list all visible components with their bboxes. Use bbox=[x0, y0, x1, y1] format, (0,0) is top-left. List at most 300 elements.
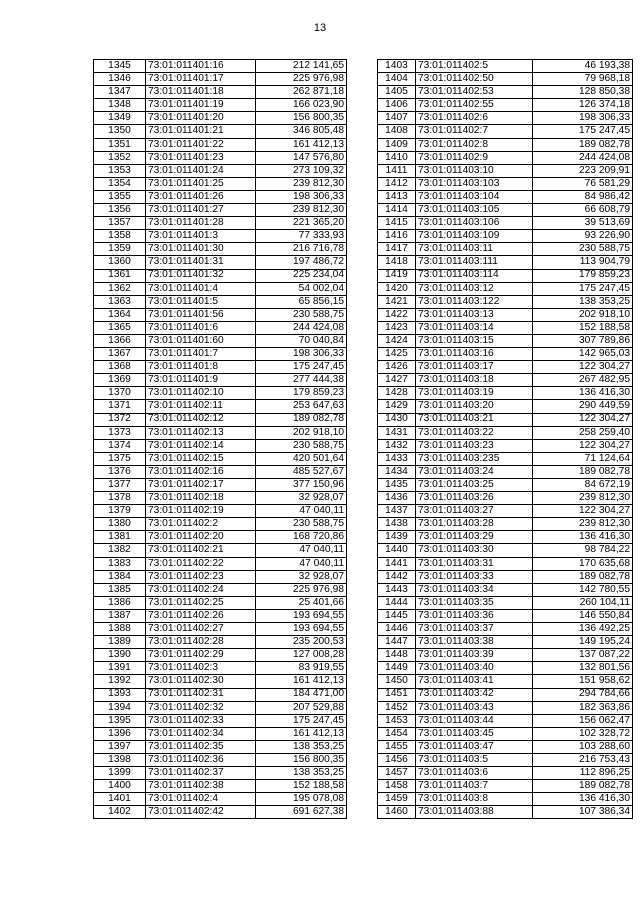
row-number: 1377 bbox=[94, 479, 146, 492]
cadastral-number: 73:01:011403:38 bbox=[416, 636, 533, 649]
row-number: 1379 bbox=[94, 505, 146, 518]
row-number: 1406 bbox=[378, 99, 416, 112]
cadastral-number: 73:01:011403:20 bbox=[416, 400, 533, 413]
cadastral-number: 73:01:011402:24 bbox=[146, 583, 256, 596]
row-number: 1346 bbox=[94, 73, 146, 86]
cadastral-value: 54 002,04 bbox=[256, 282, 347, 295]
cadastral-number: 73:01:011401:7 bbox=[146, 348, 256, 361]
row-number: 1368 bbox=[94, 361, 146, 374]
row-number: 1416 bbox=[378, 230, 416, 243]
cadastral-value: 103 288,60 bbox=[533, 740, 633, 753]
cadastral-number: 73:01:011401:18 bbox=[146, 86, 256, 99]
row-number: 1367 bbox=[94, 348, 146, 361]
cadastral-number: 73:01:011401:16 bbox=[146, 60, 256, 73]
table-row bbox=[378, 177, 633, 190]
table-row bbox=[378, 387, 633, 400]
cadastral-value: 161 412,13 bbox=[256, 727, 347, 740]
cadastral-number: 73:01:011402:13 bbox=[146, 426, 256, 439]
table-row bbox=[94, 439, 347, 452]
cadastral-value: 77 333,93 bbox=[256, 230, 347, 243]
cadastral-number: 73:01:011403:105 bbox=[416, 204, 533, 217]
cadastral-value: 179 859,23 bbox=[533, 269, 633, 282]
cadastral-number: 73:01:011402:12 bbox=[146, 413, 256, 426]
cadastral-value: 294 784,66 bbox=[533, 688, 633, 701]
cadastral-number: 73:01:011402:17 bbox=[146, 479, 256, 492]
cadastral-value: 290 449,59 bbox=[533, 400, 633, 413]
row-number: 1409 bbox=[378, 138, 416, 151]
table-row bbox=[378, 426, 633, 439]
cadastral-number: 73:01:011401:3 bbox=[146, 230, 256, 243]
table-row bbox=[378, 767, 633, 780]
row-number: 1412 bbox=[378, 177, 416, 190]
cadastral-value: 230 588,75 bbox=[256, 308, 347, 321]
table-row bbox=[94, 609, 347, 622]
table-row bbox=[94, 99, 347, 112]
table-row bbox=[94, 531, 347, 544]
cadastral-number: 73:01:011403:114 bbox=[416, 269, 533, 282]
cadastral-value: 193 694,55 bbox=[256, 609, 347, 622]
table-row bbox=[94, 112, 347, 125]
table-row bbox=[378, 636, 633, 649]
cadastral-number: 73:01:011403:5 bbox=[416, 753, 533, 766]
cadastral-value: 149 195,24 bbox=[533, 636, 633, 649]
table-row bbox=[378, 112, 633, 125]
cadastral-number: 73:01:011403:12 bbox=[416, 282, 533, 295]
table-row bbox=[378, 714, 633, 727]
cadastral-number: 73:01:011401:23 bbox=[146, 151, 256, 164]
row-number: 1432 bbox=[378, 439, 416, 452]
cadastral-value: 225 234,04 bbox=[256, 269, 347, 282]
cadastral-number: 73:01:011403:25 bbox=[416, 479, 533, 492]
cadastral-value: 84 986,42 bbox=[533, 190, 633, 203]
cadastral-value: 239 812,30 bbox=[256, 204, 347, 217]
table-row bbox=[378, 623, 633, 636]
cadastral-value: 244 424,08 bbox=[256, 321, 347, 334]
cadastral-value: 230 588,75 bbox=[256, 518, 347, 531]
table-row bbox=[378, 295, 633, 308]
cadastral-number: 73:01:011402:19 bbox=[146, 505, 256, 518]
row-number: 1355 bbox=[94, 190, 146, 203]
cadastral-value: 156 062,47 bbox=[533, 714, 633, 727]
cadastral-value: 189 082,78 bbox=[533, 570, 633, 583]
row-number: 1438 bbox=[378, 518, 416, 531]
cadastral-value: 161 412,13 bbox=[256, 138, 347, 151]
cadastral-value: 126 374,18 bbox=[533, 99, 633, 112]
cadastral-value: 184 471,00 bbox=[256, 688, 347, 701]
row-number: 1436 bbox=[378, 492, 416, 505]
table-row bbox=[378, 479, 633, 492]
row-number: 1370 bbox=[94, 387, 146, 400]
row-number: 1362 bbox=[94, 282, 146, 295]
table-row bbox=[94, 740, 347, 753]
row-number: 1381 bbox=[94, 531, 146, 544]
cadastral-value: 207 529,88 bbox=[256, 701, 347, 714]
register-table-left bbox=[93, 59, 347, 819]
cadastral-number: 73:01:011402:26 bbox=[146, 609, 256, 622]
cadastral-number: 73:01:011403:26 bbox=[416, 492, 533, 505]
table-row bbox=[378, 439, 633, 452]
cadastral-value: 136 416,30 bbox=[533, 531, 633, 544]
table-row bbox=[378, 99, 633, 112]
row-number: 1439 bbox=[378, 531, 416, 544]
cadastral-value: 168 720,86 bbox=[256, 531, 347, 544]
cadastral-value: 221 365,20 bbox=[256, 217, 347, 230]
cadastral-number: 73:01:011401:25 bbox=[146, 177, 256, 190]
cadastral-number: 73:01:011403:36 bbox=[416, 609, 533, 622]
row-number: 1443 bbox=[378, 583, 416, 596]
cadastral-value: 138 353,25 bbox=[256, 767, 347, 780]
cadastral-value: 113 904,79 bbox=[533, 256, 633, 269]
table-row bbox=[378, 282, 633, 295]
cadastral-value: 83 919,55 bbox=[256, 662, 347, 675]
row-number: 1403 bbox=[378, 60, 416, 73]
cadastral-number: 73:01:011401:4 bbox=[146, 282, 256, 295]
cadastral-value: 32 928,07 bbox=[256, 570, 347, 583]
cadastral-number: 73:01:011402:14 bbox=[146, 439, 256, 452]
cadastral-value: 156 800,35 bbox=[256, 112, 347, 125]
cadastral-number: 73:01:011403:24 bbox=[416, 465, 533, 478]
table-row bbox=[378, 308, 633, 321]
table-row bbox=[378, 740, 633, 753]
cadastral-number: 73:01:011402:21 bbox=[146, 544, 256, 557]
cadastral-value: 189 082,78 bbox=[533, 780, 633, 793]
cadastral-value: 175 247,45 bbox=[256, 714, 347, 727]
cadastral-number: 73:01:011401:5 bbox=[146, 295, 256, 308]
row-number: 1435 bbox=[378, 479, 416, 492]
row-number: 1414 bbox=[378, 204, 416, 217]
table-row bbox=[378, 413, 633, 426]
row-number: 1450 bbox=[378, 675, 416, 688]
table-row bbox=[94, 269, 347, 282]
row-number: 1369 bbox=[94, 374, 146, 387]
table-row bbox=[378, 793, 633, 806]
cadastral-value: 307 789,86 bbox=[533, 334, 633, 347]
row-number: 1413 bbox=[378, 190, 416, 203]
cadastral-value: 136 492,25 bbox=[533, 623, 633, 636]
cadastral-value: 225 976,98 bbox=[256, 73, 347, 86]
cadastral-value: 197 486,72 bbox=[256, 256, 347, 269]
row-number: 1456 bbox=[378, 753, 416, 766]
row-number: 1388 bbox=[94, 623, 146, 636]
table-row bbox=[378, 780, 633, 793]
table-row bbox=[94, 557, 347, 570]
row-number: 1348 bbox=[94, 99, 146, 112]
cadastral-value: 258 259,40 bbox=[533, 426, 633, 439]
cadastral-number: 73:01:011402:11 bbox=[146, 400, 256, 413]
cadastral-number: 73:01:011403:37 bbox=[416, 623, 533, 636]
row-number: 1428 bbox=[378, 387, 416, 400]
cadastral-number: 73:01:011403:31 bbox=[416, 557, 533, 570]
cadastral-value: 132 801,56 bbox=[533, 662, 633, 675]
cadastral-value: 122 304,27 bbox=[533, 361, 633, 374]
cadastral-number: 73:01:011401:28 bbox=[146, 217, 256, 230]
table-row bbox=[94, 164, 347, 177]
table-row bbox=[378, 348, 633, 361]
table-row bbox=[94, 518, 347, 531]
cadastral-value: 66 608,79 bbox=[533, 204, 633, 217]
table-row bbox=[94, 138, 347, 151]
table-row bbox=[94, 256, 347, 269]
cadastral-value: 198 306,33 bbox=[256, 190, 347, 203]
cadastral-value: 377 150,96 bbox=[256, 479, 347, 492]
cadastral-number: 73:01:011403:30 bbox=[416, 544, 533, 557]
row-number: 1425 bbox=[378, 348, 416, 361]
row-number: 1382 bbox=[94, 544, 146, 557]
table-row bbox=[94, 465, 347, 478]
row-number: 1354 bbox=[94, 177, 146, 190]
cadastral-value: 122 304,27 bbox=[533, 439, 633, 452]
cadastral-number: 73:01:011402:9 bbox=[416, 151, 533, 164]
cadastral-number: 73:01:011401:56 bbox=[146, 308, 256, 321]
cadastral-number: 73:01:011403:47 bbox=[416, 740, 533, 753]
table-row bbox=[94, 793, 347, 806]
cadastral-number: 73:01:011402:7 bbox=[416, 125, 533, 138]
cadastral-value: 170 635,68 bbox=[533, 557, 633, 570]
cadastral-number: 73:01:011402:3 bbox=[146, 662, 256, 675]
cadastral-number: 73:01:011402:37 bbox=[146, 767, 256, 780]
row-number: 1380 bbox=[94, 518, 146, 531]
table-row bbox=[378, 269, 633, 282]
cadastral-value: 346 805,48 bbox=[256, 125, 347, 138]
table-row bbox=[94, 753, 347, 766]
row-number: 1420 bbox=[378, 282, 416, 295]
table-row bbox=[378, 73, 633, 86]
cadastral-number: 73:01:011403:43 bbox=[416, 701, 533, 714]
row-number: 1364 bbox=[94, 308, 146, 321]
row-number: 1365 bbox=[94, 321, 146, 334]
table-row bbox=[94, 387, 347, 400]
table-row bbox=[94, 714, 347, 727]
cadastral-number: 73:01:011403:104 bbox=[416, 190, 533, 203]
table-row bbox=[378, 217, 633, 230]
row-number: 1383 bbox=[94, 557, 146, 570]
row-number: 1433 bbox=[378, 452, 416, 465]
table-row bbox=[94, 86, 347, 99]
row-number: 1441 bbox=[378, 557, 416, 570]
cadastral-value: 127 008,28 bbox=[256, 649, 347, 662]
cadastral-number: 73:01:011403:45 bbox=[416, 727, 533, 740]
cadastral-value: 235 200,53 bbox=[256, 636, 347, 649]
table-row bbox=[94, 649, 347, 662]
table-row bbox=[378, 518, 633, 531]
table-row bbox=[94, 426, 347, 439]
table-row bbox=[378, 361, 633, 374]
row-number: 1419 bbox=[378, 269, 416, 282]
cadastral-number: 73:01:011402:33 bbox=[146, 714, 256, 727]
row-number: 1389 bbox=[94, 636, 146, 649]
cadastral-value: 239 812,30 bbox=[533, 492, 633, 505]
cadastral-value: 151 958,62 bbox=[533, 675, 633, 688]
row-number: 1427 bbox=[378, 374, 416, 387]
cadastral-value: 79 968,18 bbox=[533, 73, 633, 86]
cadastral-number: 73:01:011403:19 bbox=[416, 387, 533, 400]
row-number: 1460 bbox=[378, 806, 416, 819]
row-number: 1459 bbox=[378, 793, 416, 806]
table-row bbox=[378, 243, 633, 256]
cadastral-number: 73:01:011403:27 bbox=[416, 505, 533, 518]
cadastral-number: 73:01:011403:11 bbox=[416, 243, 533, 256]
cadastral-number: 73:01:011403:44 bbox=[416, 714, 533, 727]
cadastral-value: 198 306,33 bbox=[256, 348, 347, 361]
cadastral-number: 73:01:011401:27 bbox=[146, 204, 256, 217]
row-number: 1449 bbox=[378, 662, 416, 675]
table-row bbox=[378, 557, 633, 570]
cadastral-value: 202 918,10 bbox=[533, 308, 633, 321]
table-row bbox=[378, 374, 633, 387]
table-row bbox=[378, 531, 633, 544]
cadastral-number: 73:01:011403:6 bbox=[416, 767, 533, 780]
cadastral-number: 73:01:011401:60 bbox=[146, 334, 256, 347]
cadastral-number: 73:01:011403:10 bbox=[416, 164, 533, 177]
page-number: 13 bbox=[313, 22, 327, 34]
cadastral-number: 73:01:011402:36 bbox=[146, 753, 256, 766]
cadastral-number: 73:01:011403:8 bbox=[416, 793, 533, 806]
cadastral-value: 146 550,84 bbox=[533, 609, 633, 622]
cadastral-value: 175 247,45 bbox=[256, 361, 347, 374]
cadastral-value: 65 856,15 bbox=[256, 295, 347, 308]
table-row bbox=[94, 308, 347, 321]
cadastral-number: 73:01:011403:33 bbox=[416, 570, 533, 583]
row-number: 1451 bbox=[378, 688, 416, 701]
table-row bbox=[378, 675, 633, 688]
table-row bbox=[378, 609, 633, 622]
cadastral-value: 32 928,07 bbox=[256, 492, 347, 505]
cadastral-value: 137 087,22 bbox=[533, 649, 633, 662]
cadastral-value: 239 812,30 bbox=[256, 177, 347, 190]
cadastral-number: 73:01:011402:42 bbox=[146, 806, 256, 819]
row-number: 1455 bbox=[378, 740, 416, 753]
row-number: 1371 bbox=[94, 400, 146, 413]
row-number: 1454 bbox=[378, 727, 416, 740]
cadastral-number: 73:01:011402:34 bbox=[146, 727, 256, 740]
row-number: 1345 bbox=[94, 60, 146, 73]
table-row bbox=[94, 321, 347, 334]
cadastral-value: 189 082,78 bbox=[533, 465, 633, 478]
cadastral-number: 73:01:011401:20 bbox=[146, 112, 256, 125]
cadastral-number: 73:01:011403:22 bbox=[416, 426, 533, 439]
cadastral-value: 138 353,25 bbox=[256, 740, 347, 753]
row-number: 1394 bbox=[94, 701, 146, 714]
row-number: 1426 bbox=[378, 361, 416, 374]
cadastral-number: 73:01:011402:53 bbox=[416, 86, 533, 99]
cadastral-number: 73:01:011402:25 bbox=[146, 596, 256, 609]
row-number: 1387 bbox=[94, 609, 146, 622]
cadastral-value: 142 780,55 bbox=[533, 583, 633, 596]
row-number: 1390 bbox=[94, 649, 146, 662]
table-row bbox=[378, 662, 633, 675]
table-row bbox=[94, 505, 347, 518]
cadastral-number: 73:01:011403:21 bbox=[416, 413, 533, 426]
table-row bbox=[378, 727, 633, 740]
cadastral-number: 73:01:011401:8 bbox=[146, 361, 256, 374]
table-row bbox=[94, 73, 347, 86]
cadastral-number: 73:01:011403:28 bbox=[416, 518, 533, 531]
row-number: 1363 bbox=[94, 295, 146, 308]
cadastral-value: 70 040,84 bbox=[256, 334, 347, 347]
cadastral-value: 93 226,90 bbox=[533, 230, 633, 243]
cadastral-value: 47 040,11 bbox=[256, 557, 347, 570]
table-row bbox=[94, 583, 347, 596]
cadastral-value: 195 078,08 bbox=[256, 793, 347, 806]
table-row bbox=[378, 256, 633, 269]
cadastral-number: 73:01:011402:29 bbox=[146, 649, 256, 662]
cadastral-number: 73:01:011403:106 bbox=[416, 217, 533, 230]
cadastral-number: 73:01:011403:13 bbox=[416, 308, 533, 321]
cadastral-value: 152 188,58 bbox=[533, 321, 633, 334]
cadastral-value: 225 976,98 bbox=[256, 583, 347, 596]
cadastral-number: 73:01:011403:235 bbox=[416, 452, 533, 465]
cadastral-number: 73:01:011403:16 bbox=[416, 348, 533, 361]
table-row bbox=[378, 688, 633, 701]
cadastral-number: 73:01:011403:88 bbox=[416, 806, 533, 819]
cadastral-value: 485 527,67 bbox=[256, 465, 347, 478]
table-row bbox=[94, 204, 347, 217]
cadastral-value: 230 588,75 bbox=[256, 439, 347, 452]
table-row bbox=[94, 675, 347, 688]
row-number: 1457 bbox=[378, 767, 416, 780]
table-row bbox=[94, 374, 347, 387]
cadastral-number: 73:01:011401:6 bbox=[146, 321, 256, 334]
row-number: 1442 bbox=[378, 570, 416, 583]
cadastral-value: 420 501,64 bbox=[256, 452, 347, 465]
row-number: 1359 bbox=[94, 243, 146, 256]
table-row bbox=[378, 596, 633, 609]
row-number: 1400 bbox=[94, 780, 146, 793]
row-number: 1347 bbox=[94, 86, 146, 99]
row-number: 1376 bbox=[94, 465, 146, 478]
cadastral-number: 73:01:011403:41 bbox=[416, 675, 533, 688]
row-number: 1385 bbox=[94, 583, 146, 596]
cadastral-number: 73:01:011403:111 bbox=[416, 256, 533, 269]
cadastral-value: 277 444,38 bbox=[256, 374, 347, 387]
cadastral-value: 230 588,75 bbox=[533, 243, 633, 256]
table-row bbox=[94, 125, 347, 138]
cadastral-number: 73:01:011401:24 bbox=[146, 164, 256, 177]
cadastral-number: 73:01:011402:27 bbox=[146, 623, 256, 636]
cadastral-value: 202 918,10 bbox=[256, 426, 347, 439]
cadastral-value: 179 859,23 bbox=[256, 387, 347, 400]
cadastral-value: 39 513,69 bbox=[533, 217, 633, 230]
row-number: 1378 bbox=[94, 492, 146, 505]
table-row bbox=[94, 243, 347, 256]
table-row bbox=[94, 806, 347, 819]
cadastral-value: 198 306,33 bbox=[533, 112, 633, 125]
cadastral-value: 691 627,38 bbox=[256, 806, 347, 819]
table-row bbox=[378, 452, 633, 465]
table-row bbox=[378, 465, 633, 478]
table-row bbox=[94, 452, 347, 465]
cadastral-number: 73:01:011401:19 bbox=[146, 99, 256, 112]
cadastral-value: 136 416,30 bbox=[533, 387, 633, 400]
row-number: 1404 bbox=[378, 73, 416, 86]
row-number: 1401 bbox=[94, 793, 146, 806]
cadastral-value: 107 386,34 bbox=[533, 806, 633, 819]
table-row bbox=[378, 138, 633, 151]
cadastral-number: 73:01:011403:15 bbox=[416, 334, 533, 347]
cadastral-value: 84 672,19 bbox=[533, 479, 633, 492]
table-row bbox=[94, 230, 347, 243]
cadastral-value: 156 800,35 bbox=[256, 753, 347, 766]
table-row bbox=[94, 596, 347, 609]
row-number: 1440 bbox=[378, 544, 416, 557]
row-number: 1386 bbox=[94, 596, 146, 609]
table-row bbox=[94, 282, 347, 295]
cadastral-number: 73:01:011401:21 bbox=[146, 125, 256, 138]
table-row bbox=[94, 190, 347, 203]
row-number: 1421 bbox=[378, 295, 416, 308]
cadastral-number: 73:01:011402:6 bbox=[416, 112, 533, 125]
table-row bbox=[94, 662, 347, 675]
